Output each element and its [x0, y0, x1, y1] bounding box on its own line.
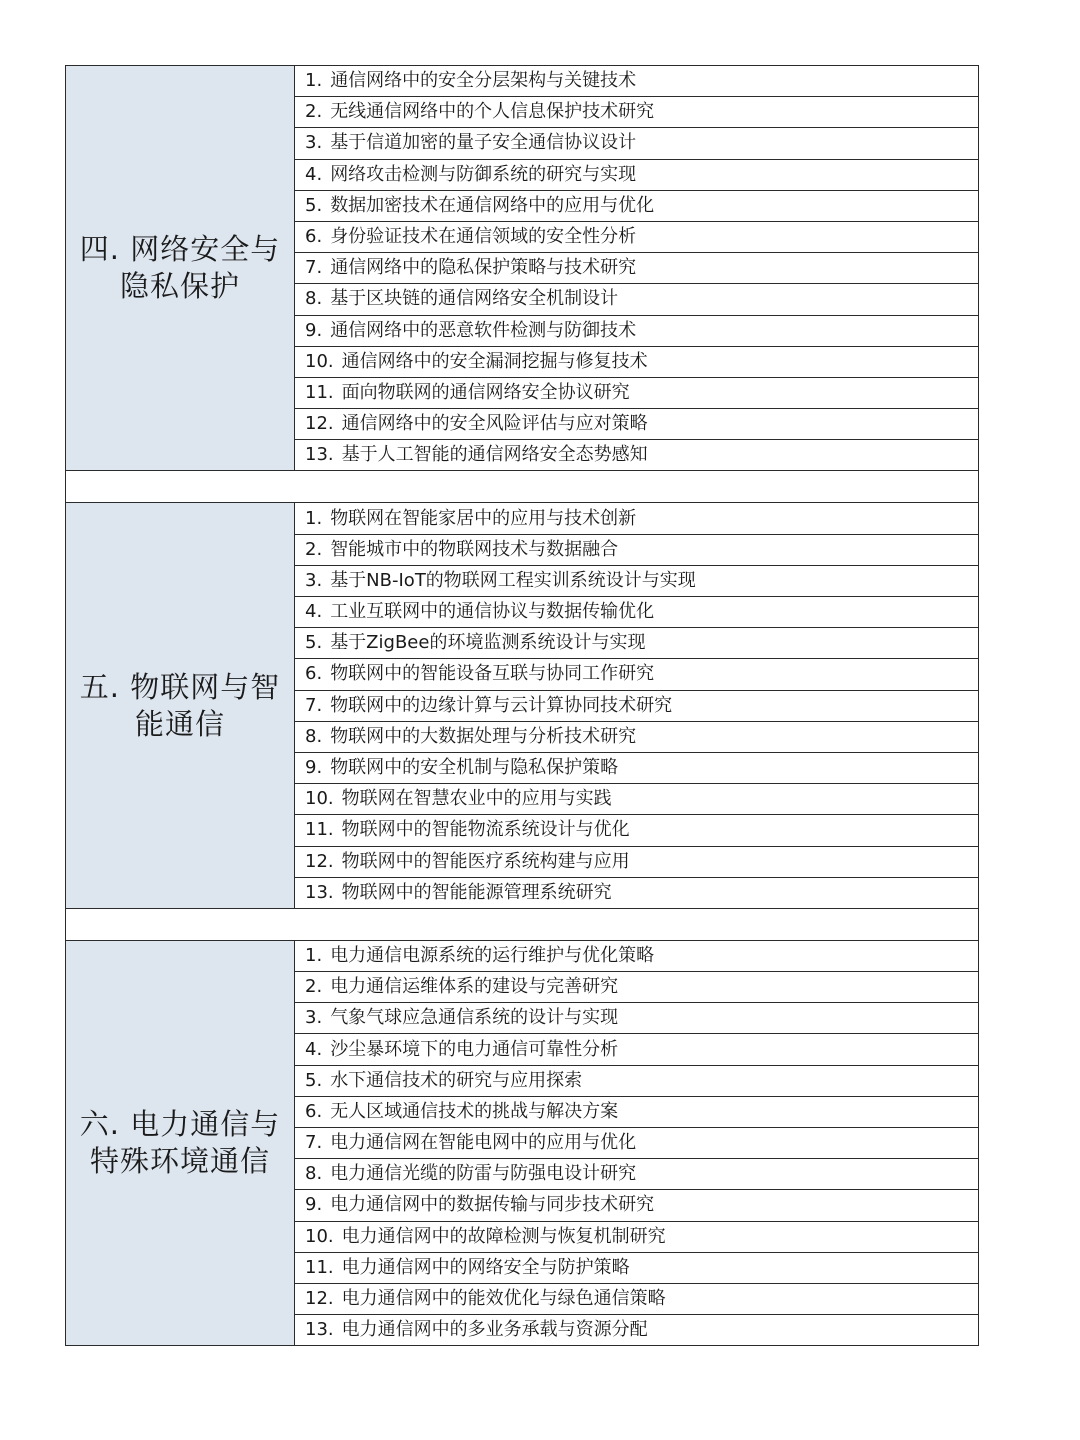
topic-text: 电力通信网在智能电网中的应用与优化 — [330, 1132, 637, 1154]
topic-text: 物联网中的大数据处理与分析技术研究 — [330, 725, 637, 747]
topic-item — [295, 440, 979, 471]
topic-number: 12. — [305, 850, 334, 872]
topic-item — [295, 409, 979, 440]
topic-item — [295, 1128, 979, 1159]
topic-item — [295, 877, 979, 908]
topic-item — [295, 784, 979, 815]
topic-item — [295, 1003, 979, 1034]
topic-number: 7. — [305, 1132, 323, 1154]
topic-number: 5. — [305, 194, 323, 216]
topic-number: 6. — [305, 1100, 323, 1122]
topic-number: 11. — [305, 381, 334, 403]
topic-item — [295, 377, 979, 408]
topic-number: 3. — [305, 1007, 323, 1029]
topic-item — [295, 1065, 979, 1096]
topic-text: 物联网在智慧农业中的应用与实践 — [341, 788, 612, 810]
topic-number: 4. — [305, 1038, 323, 1060]
topic-number: 6. — [305, 663, 323, 685]
topic-item — [295, 628, 979, 659]
topic-text: 水下通信技术的研究与应用探索 — [330, 1069, 583, 1091]
topic-text: 物联网中的智能设备互联与协同工作研究 — [330, 663, 655, 685]
topic-item — [295, 66, 979, 97]
topic-number: 11. — [305, 1256, 334, 1278]
topic-number: 2. — [305, 538, 323, 560]
category-title: 四. 网络安全与隐私保护 — [66, 66, 295, 471]
topic-item — [295, 1315, 979, 1346]
topic-number: 13. — [305, 1319, 334, 1341]
topic-text: 无人区域通信技术的挑战与解决方案 — [330, 1100, 619, 1122]
table-row — [66, 940, 979, 971]
topic-number: 5. — [305, 1069, 323, 1091]
topic-number: 8. — [305, 725, 323, 747]
topic-number: 7. — [305, 694, 323, 716]
topic-item — [295, 253, 979, 284]
topic-text: 电力通信网中的数据传输与同步技术研究 — [330, 1194, 655, 1216]
topic-number: 1. — [305, 944, 323, 966]
topic-text: 通信网络中的安全风险评估与应对策略 — [341, 413, 648, 435]
topic-text: 基于区块链的通信网络安全机制设计 — [330, 288, 619, 310]
topic-number: 6. — [305, 226, 323, 248]
topic-text: 无线通信网络中的个人信息保护技术研究 — [330, 101, 655, 123]
topic-text: 电力通信电源系统的运行维护与优化策略 — [330, 944, 655, 966]
topic-item — [295, 97, 979, 128]
topic-item — [295, 346, 979, 377]
topic-number: 8. — [305, 1163, 323, 1185]
topic-item — [295, 1283, 979, 1314]
topic-number: 9. — [305, 757, 323, 779]
category-title: 六. 电力通信与特殊环境通信 — [66, 940, 295, 1345]
topic-text: 电力通信网中的多业务承载与资源分配 — [341, 1319, 648, 1341]
section-spacer-row — [66, 471, 979, 503]
topic-text: 通信网络中的恶意软件检测与防御技术 — [330, 319, 637, 341]
topic-text: 基于人工智能的通信网络安全态势感知 — [341, 444, 648, 466]
topic-item — [295, 690, 979, 721]
topic-item — [295, 1190, 979, 1221]
topic-text: 物联网中的边缘计算与云计算协同技术研究 — [330, 694, 673, 716]
topic-text: 基于NB-IoT的物联网工程实训系统设计与实现 — [330, 569, 696, 591]
topic-number: 10. — [305, 350, 334, 372]
topic-item — [295, 565, 979, 596]
topic-item — [295, 597, 979, 628]
topic-item — [295, 128, 979, 159]
topic-number: 3. — [305, 569, 323, 591]
topic-text: 数据加密技术在通信网络中的应用与优化 — [330, 194, 655, 216]
topic-text: 工业互联网中的通信协议与数据传输优化 — [330, 601, 655, 623]
topic-text: 面向物联网的通信网络安全协议研究 — [341, 381, 630, 403]
topic-item — [295, 940, 979, 971]
topic-item — [295, 190, 979, 221]
topic-item — [295, 221, 979, 252]
section-spacer — [66, 908, 979, 940]
topic-text: 物联网中的智能医疗系统构建与应用 — [341, 850, 630, 872]
topic-text: 电力通信网中的能效优化与绿色通信策略 — [341, 1288, 666, 1310]
topic-text: 物联网中的智能物流系统设计与优化 — [341, 819, 630, 841]
topic-text: 物联网中的智能能源管理系统研究 — [341, 881, 612, 903]
topic-text: 物联网中的安全机制与隐私保护策略 — [330, 757, 619, 779]
topic-item — [295, 1252, 979, 1283]
topic-item — [295, 846, 979, 877]
topic-item — [295, 659, 979, 690]
topic-number: 4. — [305, 601, 323, 623]
topic-text: 通信网络中的安全漏洞挖掘与修复技术 — [341, 350, 648, 372]
topic-number: 11. — [305, 819, 334, 841]
topic-text: 物联网在智能家居中的应用与技术创新 — [330, 507, 637, 529]
topic-text: 基于ZigBee的环境监测系统设计与实现 — [330, 632, 646, 654]
topic-number: 7. — [305, 257, 323, 279]
topic-text: 智能城市中的物联网技术与数据融合 — [330, 538, 619, 560]
topic-number: 2. — [305, 101, 323, 123]
topic-item — [295, 1221, 979, 1252]
topics-body — [66, 66, 979, 1346]
topic-number: 4. — [305, 163, 323, 185]
section-spacer-row — [66, 908, 979, 940]
topic-item — [295, 1096, 979, 1127]
topic-item — [295, 534, 979, 565]
topic-item — [295, 1159, 979, 1190]
topic-number: 2. — [305, 976, 323, 998]
topic-text: 电力通信光缆的防雷与防强电设计研究 — [330, 1163, 637, 1185]
topic-text: 气象气球应急通信系统的设计与实现 — [330, 1007, 619, 1029]
topic-item — [295, 159, 979, 190]
topic-text: 身份验证技术在通信领域的安全性分析 — [330, 226, 637, 248]
topic-item — [295, 1034, 979, 1065]
topic-number: 9. — [305, 1194, 323, 1216]
topic-item — [295, 815, 979, 846]
topic-item — [295, 752, 979, 783]
topic-text: 沙尘暴环境下的电力通信可靠性分析 — [330, 1038, 619, 1060]
topic-number: 12. — [305, 1288, 334, 1310]
topic-number: 10. — [305, 788, 334, 810]
topic-text: 通信网络中的隐私保护策略与技术研究 — [330, 257, 637, 279]
table-row — [66, 503, 979, 534]
topic-item — [295, 503, 979, 534]
table-row — [66, 66, 979, 97]
topic-number: 13. — [305, 881, 334, 903]
topic-number: 8. — [305, 288, 323, 310]
category-title: 五. 物联网与智能通信 — [66, 503, 295, 908]
topic-item — [295, 284, 979, 315]
topic-text: 网络攻击检测与防御系统的研究与实现 — [330, 163, 637, 185]
section-spacer — [66, 471, 979, 503]
topic-text: 电力通信网中的网络安全与防护策略 — [341, 1256, 630, 1278]
topic-number: 13. — [305, 444, 334, 466]
topic-text: 电力通信运维体系的建设与完善研究 — [330, 976, 619, 998]
topic-item — [295, 972, 979, 1003]
topic-item — [295, 721, 979, 752]
topic-number: 12. — [305, 413, 334, 435]
topic-number: 5. — [305, 632, 323, 654]
topic-number: 1. — [305, 507, 323, 529]
topic-text: 通信网络中的安全分层架构与关键技术 — [330, 70, 637, 92]
topic-number: 1. — [305, 70, 323, 92]
topic-text: 基于信道加密的量子安全通信协议设计 — [330, 132, 637, 154]
topic-item — [295, 315, 979, 346]
topic-text: 电力通信网中的故障检测与恢复机制研究 — [341, 1225, 666, 1247]
topic-number: 10. — [305, 1225, 334, 1247]
topic-number: 3. — [305, 132, 323, 154]
topics-table — [65, 65, 979, 1346]
topic-number: 9. — [305, 319, 323, 341]
